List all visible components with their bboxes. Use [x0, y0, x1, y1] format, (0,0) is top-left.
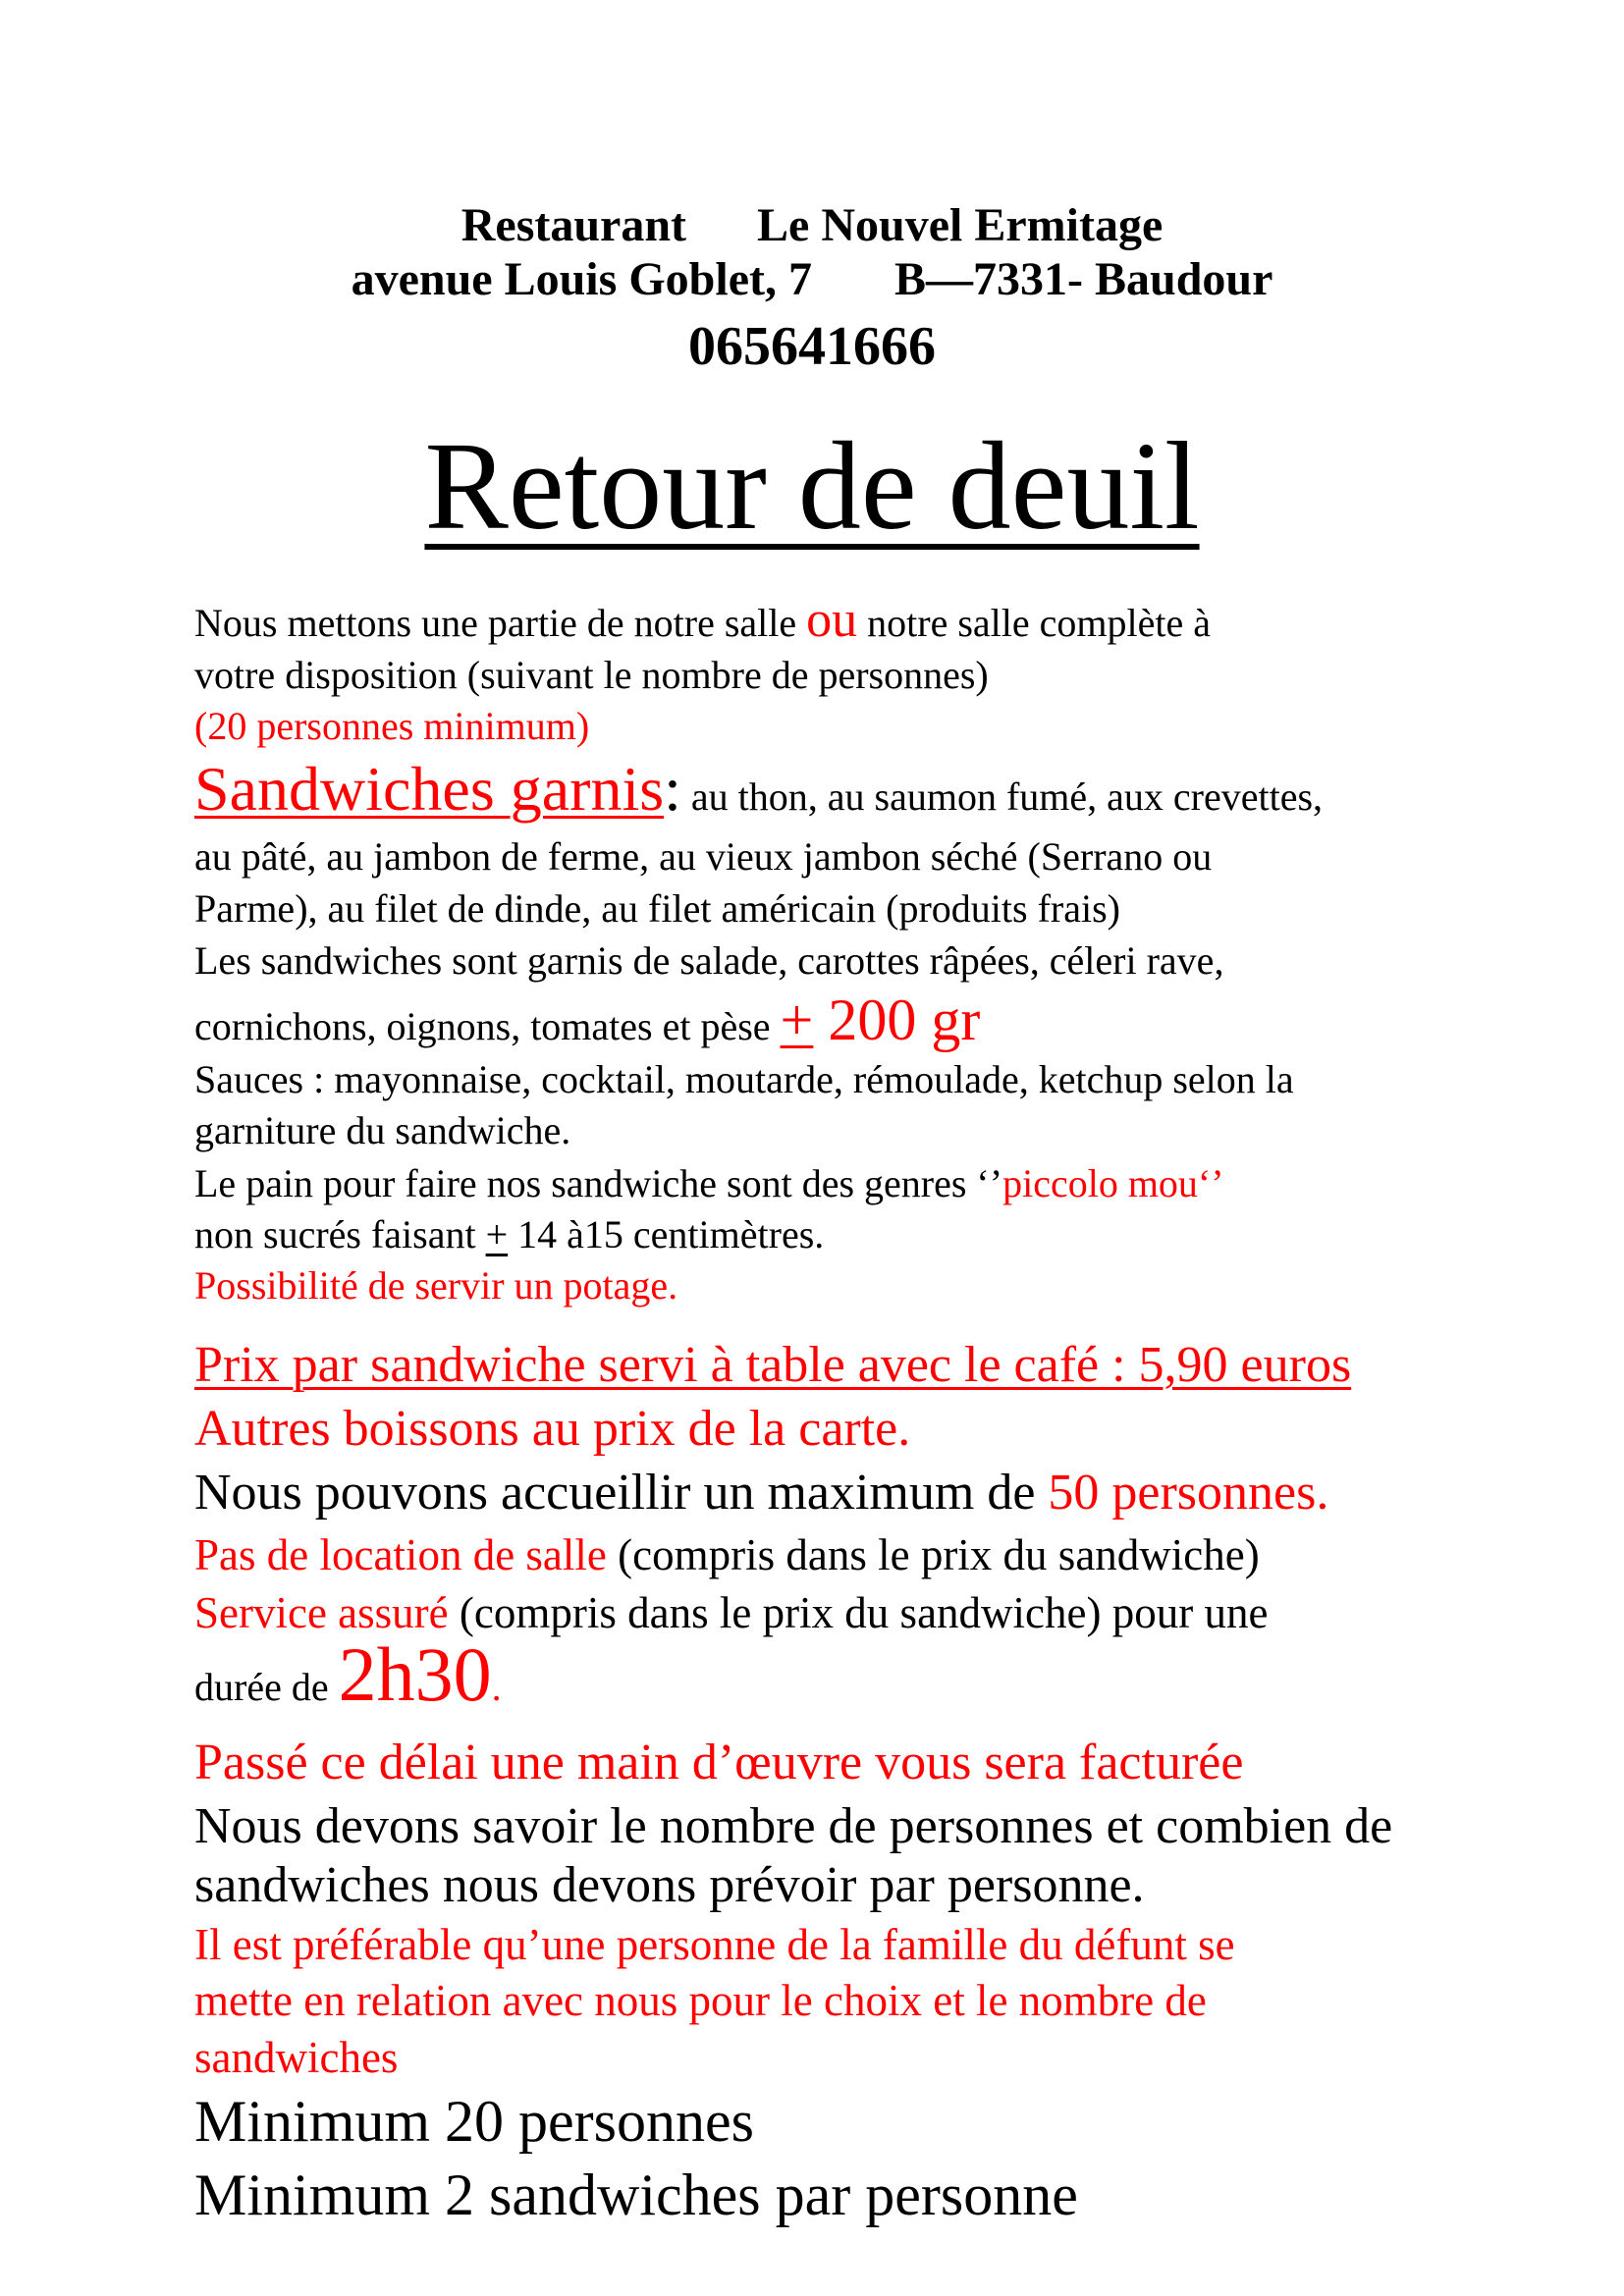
capacity-value: 50 personnes.	[1048, 1465, 1329, 1521]
duration-text: durée de	[194, 1665, 339, 1709]
bread-text: Le pain pour faire nos sandwiche sont des genres ‘’	[194, 1161, 1003, 1205]
duration-line	[194, 1631, 1569, 1717]
sandwiches-fillings-1: au thon, au saumon fumé, aux crevettes,	[680, 774, 1324, 819]
duration-dot: .	[491, 1665, 502, 1709]
bread-line-1	[194, 1158, 1569, 1209]
bread-type: piccolo mou‘’	[1002, 1161, 1224, 1205]
rental-label: Pas de location de salle	[194, 1530, 607, 1579]
sandwiches-line-5	[194, 988, 1569, 1052]
weight-value: 200 gr	[813, 988, 981, 1052]
restaurant-address: avenue Louis Goblet, 7 B—7331- Baudour	[351, 253, 1273, 305]
minimum-people: Minimum 20 personnes	[194, 2089, 754, 2154]
sandwiches-line-4: Les sandwiches sont garnis de salade, carottes râpées, céleri rave,	[194, 938, 1224, 983]
sandwiches-heading: Sandwiches garnis	[194, 754, 665, 824]
service-label: Service assuré	[194, 1588, 449, 1637]
drinks-line: Autres boissons au prix de la carte.	[194, 1401, 911, 1457]
info-line-1: Nous devons savoir le nombre de personnes et combien de	[194, 1798, 1393, 1854]
restaurant-phone: 065641666	[688, 316, 936, 377]
bread-size-plus: +	[485, 1212, 509, 1256]
family-line-3: sandwiches	[194, 2033, 399, 2082]
sandwiches-colon: :	[664, 754, 681, 824]
sandwiches-line-3: Parme), au filet de dinde, au filet américain (produits frais)	[194, 886, 1120, 931]
page-title-text: Retour de deuil	[424, 416, 1200, 556]
capacity-line	[194, 1463, 1569, 1523]
sandwiches-line-1	[194, 754, 1569, 824]
rental-note: (compris dans le prix du sandwiche)	[606, 1530, 1260, 1579]
intro-text-a: Nous mettons une partie de notre salle	[194, 601, 807, 645]
capacity-text: Nous pouvons accueillir un maximum de	[194, 1465, 1049, 1521]
intro-ou: ou	[806, 592, 858, 648]
intro-line-1	[194, 592, 1569, 649]
sauces-line-2: garniture du sandwiche.	[194, 1108, 571, 1152]
intro-line-2: votre disposition (suivant le nombre de personnes)	[194, 653, 989, 697]
sauces-line-1: Sauces : mayonnaise, cocktail, moutarde, rémoulade, ketchup selon la	[194, 1057, 1294, 1101]
overtime-line: Passé ce délai une main d’œuvre vous sera facturée	[194, 1735, 1244, 1790]
bread-line-2	[194, 1209, 1569, 1260]
intro-minimum: (20 personnes minimum)	[194, 704, 590, 748]
service-note: (compris dans le prix du sandwiche) pour une	[448, 1588, 1269, 1637]
bread-size-b: 14 à15 centimètres.	[508, 1212, 825, 1256]
restaurant-name: Restaurant Le Nouvel Ermitage	[460, 199, 1164, 251]
intro-text-b: notre salle complète à	[857, 601, 1212, 645]
page-title	[0, 412, 1624, 560]
info-line-2: sandwiches nous devons prévoir par personne.	[194, 1857, 1145, 1913]
family-line-1: Il est préférable qu’une personne de la famille du défunt se	[194, 1920, 1235, 1969]
bread-size-a: non sucrés faisant	[194, 1212, 486, 1256]
price-line	[194, 1335, 1569, 1396]
rental-line	[194, 1524, 1569, 1585]
weight-plus: +	[780, 988, 814, 1052]
potage-note: Possibilité de servir un potage.	[194, 1263, 678, 1308]
price-text: Prix par sandwiche servi à table avec le café : 5,90 euros	[194, 1337, 1352, 1393]
minimum-sandwiches: Minimum 2 sandwiches par personne	[194, 2163, 1078, 2227]
family-line-2: mette en relation avec nous pour le choix et le nombre de	[194, 1976, 1207, 2025]
sandwiches-garnish: cornichons, oignons, tomates et pèse	[194, 1004, 781, 1048]
sandwiches-line-2: au pâté, au jambon de ferme, au vieux jambon séché (Serrano ou	[194, 834, 1213, 879]
duration-value: 2h30	[338, 1631, 492, 1717]
